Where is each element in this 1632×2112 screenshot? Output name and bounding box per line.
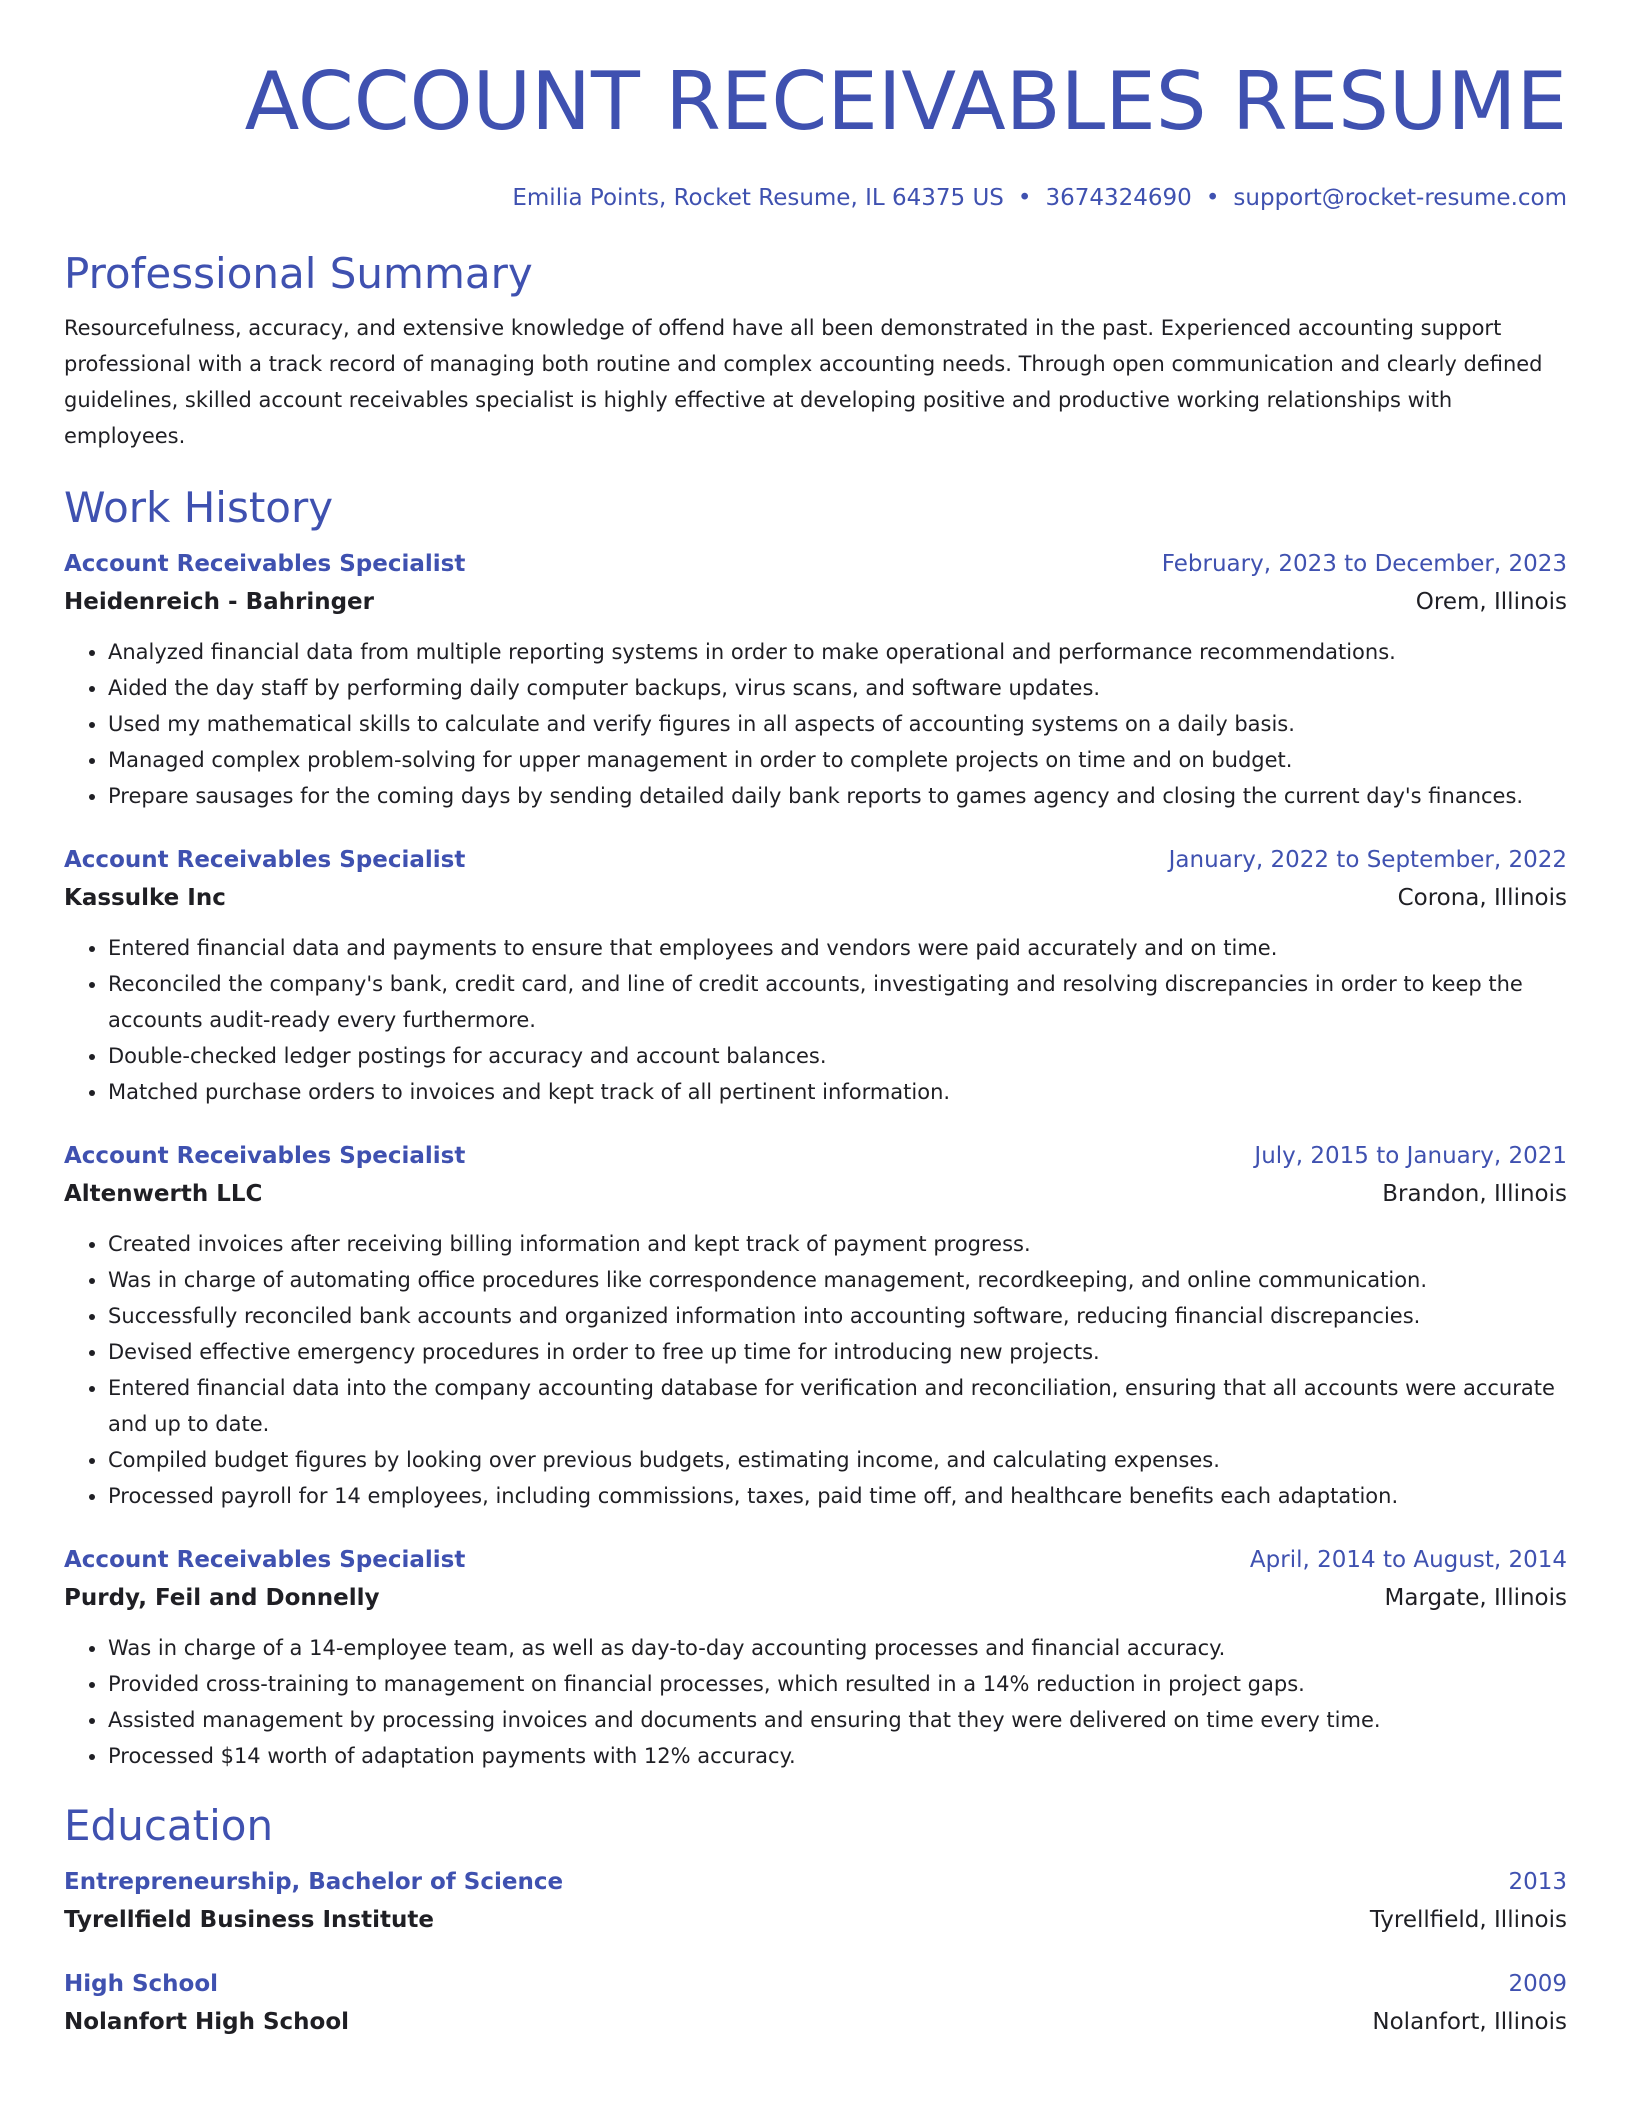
job-bullet: • Matched purchase orders to invoices and kept track of all pertinent information.	[108, 1074, 1567, 1110]
job-bullet: • Double-checked ledger postings for accuracy and account balances.	[108, 1038, 1567, 1074]
graduation-year: 2013	[1508, 1869, 1567, 1895]
job-location: Orem, Illinois	[1415, 589, 1567, 615]
job-entry	[64, 1138, 1567, 1514]
job-bullet: • Processed $14 worth of adaptation payments with 12% accuracy.	[108, 1738, 1567, 1774]
job-bullet: • Managed complex problem-solving for upper management in order to complete projects on time and on budget.	[108, 742, 1567, 778]
company-row	[64, 1578, 1567, 1618]
job-bullets	[64, 930, 1567, 1110]
summary-heading: Professional Summary	[64, 249, 533, 298]
resume-title: ACCOUNT RECEIVABLES RESUME	[244, 55, 1567, 148]
company-name: Kassulke Inc	[64, 885, 226, 911]
job-bullets	[64, 1630, 1567, 1774]
job-title: Account Receivables Specialist	[64, 847, 466, 873]
job-bullet: • Was in charge of a 14-employee team, as well as day-to-day accounting processes and financial accuracy.	[108, 1630, 1567, 1666]
job-bullet: • Processed payroll for 14 employees, including commissions, taxes, paid time off, and healthcare benefits each adaptation.	[108, 1478, 1567, 1514]
job-title-row	[64, 842, 1567, 878]
education-entry	[64, 1864, 1567, 1940]
job-dates: February, 2023 to December, 2023	[1161, 551, 1567, 577]
job-location: Brandon, Illinois	[1382, 1181, 1567, 1207]
work-history-heading: Work History	[64, 483, 334, 532]
job-bullet: • Analyzed financial data from multiple reporting systems in order to make operational and performance recommendations.	[108, 634, 1567, 670]
degree-name: Entrepreneurship, Bachelor of Science	[64, 1869, 564, 1895]
job-bullet: • Prepare sausages for the coming days by sending detailed daily bank reports to games agency and closing the current day's finances.	[108, 778, 1567, 814]
job-bullets	[64, 634, 1567, 814]
school-name: Nolanfort High School	[64, 2009, 350, 2035]
job-bullet: • Aided the day staff by performing daily computer backups, virus scans, and software updates.	[108, 670, 1567, 706]
school-name: Tyrellfield Business Institute	[64, 1907, 434, 1933]
school-location: Nolanfort, Illinois	[1372, 2009, 1567, 2035]
job-dates: July, 2015 to January, 2021	[1254, 1143, 1567, 1169]
job-location: Corona, Illinois	[1397, 885, 1567, 911]
job-bullets	[64, 1226, 1567, 1514]
job-dates: January, 2022 to September, 2022	[1168, 847, 1567, 873]
company-name: Heidenreich - Bahringer	[64, 589, 374, 615]
graduation-year: 2009	[1508, 1971, 1567, 1997]
job-bullet: • Created invoices after receiving billing information and kept track of payment progress.	[108, 1226, 1567, 1262]
company-name: Purdy, Feil and Donnelly	[64, 1585, 380, 1611]
school-row	[64, 2002, 1567, 2042]
company-row	[64, 878, 1567, 918]
degree-name: High School	[64, 1971, 219, 1997]
contact-line	[64, 182, 1567, 214]
contact-email: support@rocket-resume.com	[1233, 185, 1567, 211]
company-row	[64, 1174, 1567, 1214]
contact-separator: •	[1017, 185, 1032, 211]
job-title-row	[64, 1138, 1567, 1174]
education-entry	[64, 1966, 1567, 2042]
job-bullet: • Compiled budget figures by looking over previous budgets, estimating income, and calculating expenses.	[108, 1442, 1567, 1478]
job-entry	[64, 546, 1567, 814]
job-title: Account Receivables Specialist	[64, 1143, 466, 1169]
contact-phone: 3674324690	[1045, 185, 1192, 211]
job-bullet: • Entered financial data into the company accounting database for verification and reconciliation, ensuring that all accounts were accurate and up to date.	[108, 1370, 1567, 1442]
degree-row	[64, 1966, 1567, 2002]
contact-separator: •	[1205, 185, 1220, 211]
job-bullet: • Was in charge of automating office procedures like correspondence management, recordkeeping, and online communication.	[108, 1262, 1567, 1298]
education-heading: Education	[64, 1801, 274, 1850]
job-bullet: • Successfully reconciled bank accounts and organized information into accounting software, reducing financial discrepancies.	[108, 1298, 1567, 1334]
job-title-row	[64, 1542, 1567, 1578]
resume-page	[64, 0, 1567, 2042]
summary-text: Resourcefulness, accuracy, and extensive knowledge of offend have all been demonstrated in the past. Experienced accounting support professional with a track record of managing both routine and complex accounting needs. Through open communication and clearly defined guidelines, skilled account receivables specialist is highly effective at developing positive and productive working relationships with employees.	[64, 316, 1543, 448]
job-title: Account Receivables Specialist	[64, 1547, 466, 1573]
job-bullet: • Reconciled the company's bank, credit card, and line of credit accounts, investigating and resolving discrepancies in order to keep the accounts audit-ready every furthermore.	[108, 966, 1567, 1038]
job-entry	[64, 1542, 1567, 1774]
contact-address: Emilia Points, Rocket Resume, IL 64375 US	[512, 185, 1004, 211]
school-location: Tyrellfield, Illinois	[1369, 1907, 1567, 1933]
school-row	[64, 1900, 1567, 1940]
job-bullet: • Provided cross-training to management on financial processes, which resulted in a 14% reduction in project gaps.	[108, 1666, 1567, 1702]
job-bullet: • Assisted management by processing invoices and documents and ensuring that they were delivered on time every time.	[108, 1702, 1567, 1738]
company-name: Altenwerth LLC	[64, 1181, 263, 1207]
job-dates: April, 2014 to August, 2014	[1249, 1547, 1567, 1573]
job-bullet: • Used my mathematical skills to calculate and verify figures in all aspects of accounting systems on a daily basis.	[108, 706, 1567, 742]
degree-row	[64, 1864, 1567, 1900]
company-row	[64, 582, 1567, 622]
job-title: Account Receivables Specialist	[64, 551, 466, 577]
job-bullet: • Devised effective emergency procedures in order to free up time for introducing new projects.	[108, 1334, 1567, 1370]
job-bullet: • Entered financial data and payments to ensure that employees and vendors were paid accurately and on time.	[108, 930, 1567, 966]
job-entry	[64, 842, 1567, 1110]
job-location: Margate, Illinois	[1384, 1585, 1567, 1611]
job-title-row	[64, 546, 1567, 582]
